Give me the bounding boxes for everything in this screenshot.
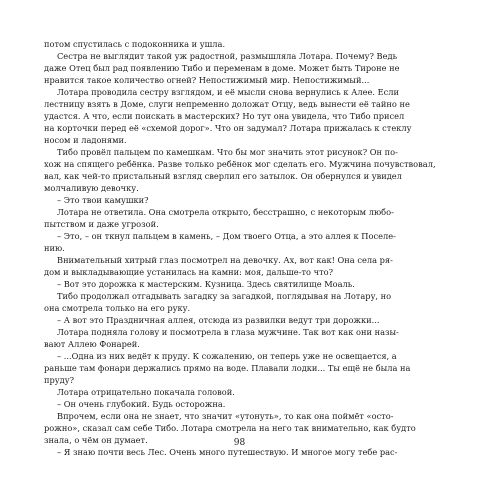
text-line: вал, как чей-то пристальный взгляд сверлил его затылок. Он обернулся и увидел: [44, 171, 402, 181]
text-line: – Это твои камушки?: [57, 195, 149, 205]
text-line: – Он очень глубокий. Будь осторожна.: [57, 399, 226, 409]
text-line: удастся. А что, если поискать в мастерских? Но тут она увидела, что Тибо присел: [44, 111, 405, 121]
text-line: пытством и даже угрозой.: [44, 219, 159, 229]
text-line: – Это, – он ткнул пальцем в камень, – Дом твоего Отца, а это аллея к Поселе-: [57, 231, 396, 241]
text-line: – Я знаю почти весь Лес. Очень много путешествую. И многое могу тебе рас-: [57, 447, 398, 457]
text-line: – А вот это Праздничная аллея, отсюда из развилки ведут три дорожки...: [57, 315, 380, 325]
text-line: Лотара подняла голову и посмотрела в глаза мужчине. Так вот как они назы-: [57, 327, 399, 337]
text-line: Внимательный хитрый глаз посмотрел на девочку. Ах, вот как! Она села ря-: [57, 255, 393, 265]
text-line: вают Аллею Фонарей.: [44, 339, 140, 349]
text-line: Лотара не ответила. Она смотрела открыто, бесстрашно, с некоторым любо-: [57, 207, 394, 217]
text-line: нию.: [44, 243, 65, 253]
text-line: на корточки перед её «схемой дорог». Что он задумал? Лотара прижалась к стеклу: [44, 123, 412, 133]
text-line: молчаливую девочку.: [44, 183, 139, 193]
text-line: Тибо продолжал отгадывать загадку за загадкой, поглядывая на Лотару, но: [57, 291, 392, 301]
text-line: лестницу взять в Доме, слуги непременно доложат Отцу, ведь вынести её тайно не: [44, 99, 410, 109]
text-line: она смотрела только на его руку.: [44, 303, 191, 313]
text-line: дом и выкладывающие устанилась на камни: моя, дальше-то что?: [44, 267, 334, 277]
text-line: знала, о чём он думает.: [44, 435, 148, 445]
text-line: – Вот это дорожка к мастерским. Кузница. Здесь святилище Моаль.: [57, 279, 355, 289]
book-page-text: [44, 38, 436, 458]
text-line: потом спустилась с подоконника и ушла.: [44, 39, 226, 49]
text-line: Сестра не выглядит такой уж радостной, размышляла Лотара. Почему? Ведь: [57, 51, 398, 61]
text-line: Впрочем, если она не знает, что значит «утонуть», то как она поймёт «осто-: [57, 411, 394, 421]
text-line: раньше там фонари держались прямо на воде. Плавали лодки... Ты ещё не была на: [44, 363, 411, 373]
text-line: пруду?: [44, 375, 74, 385]
text-line: нравится такое количество огней? Непостижимый мир. Непостижимый...: [44, 75, 370, 85]
text-line: рожно», сказал сам себе Тибо. Лотара смотрела на него так внимательно, как будто: [44, 423, 416, 433]
text-line: Лотара отрицательно покачала головой.: [57, 387, 235, 397]
text-line: – ...Одна из них ведёт к пруду. К сожалению, он теперь уже не освещается, а: [57, 351, 397, 361]
text-line: даже Отец был рад появлению Тибо и переменам в доме. Может быть Тироне не: [44, 63, 400, 73]
page-number: 98: [233, 438, 246, 448]
text-line: Тибо провёл пальцем по камешкам. Что бы мог значить этот рисунок? Он по-: [57, 147, 398, 157]
text-line: носом и ладонями.: [44, 135, 127, 145]
text-line: хож на спящего ребёнка. Разве только ребёнок мог сделать его. Мужчина почувствовал,: [44, 159, 436, 169]
text-line: Лотара проводила сестру взглядом, и её мысли снова вернулись к Алее. Если: [57, 87, 399, 97]
